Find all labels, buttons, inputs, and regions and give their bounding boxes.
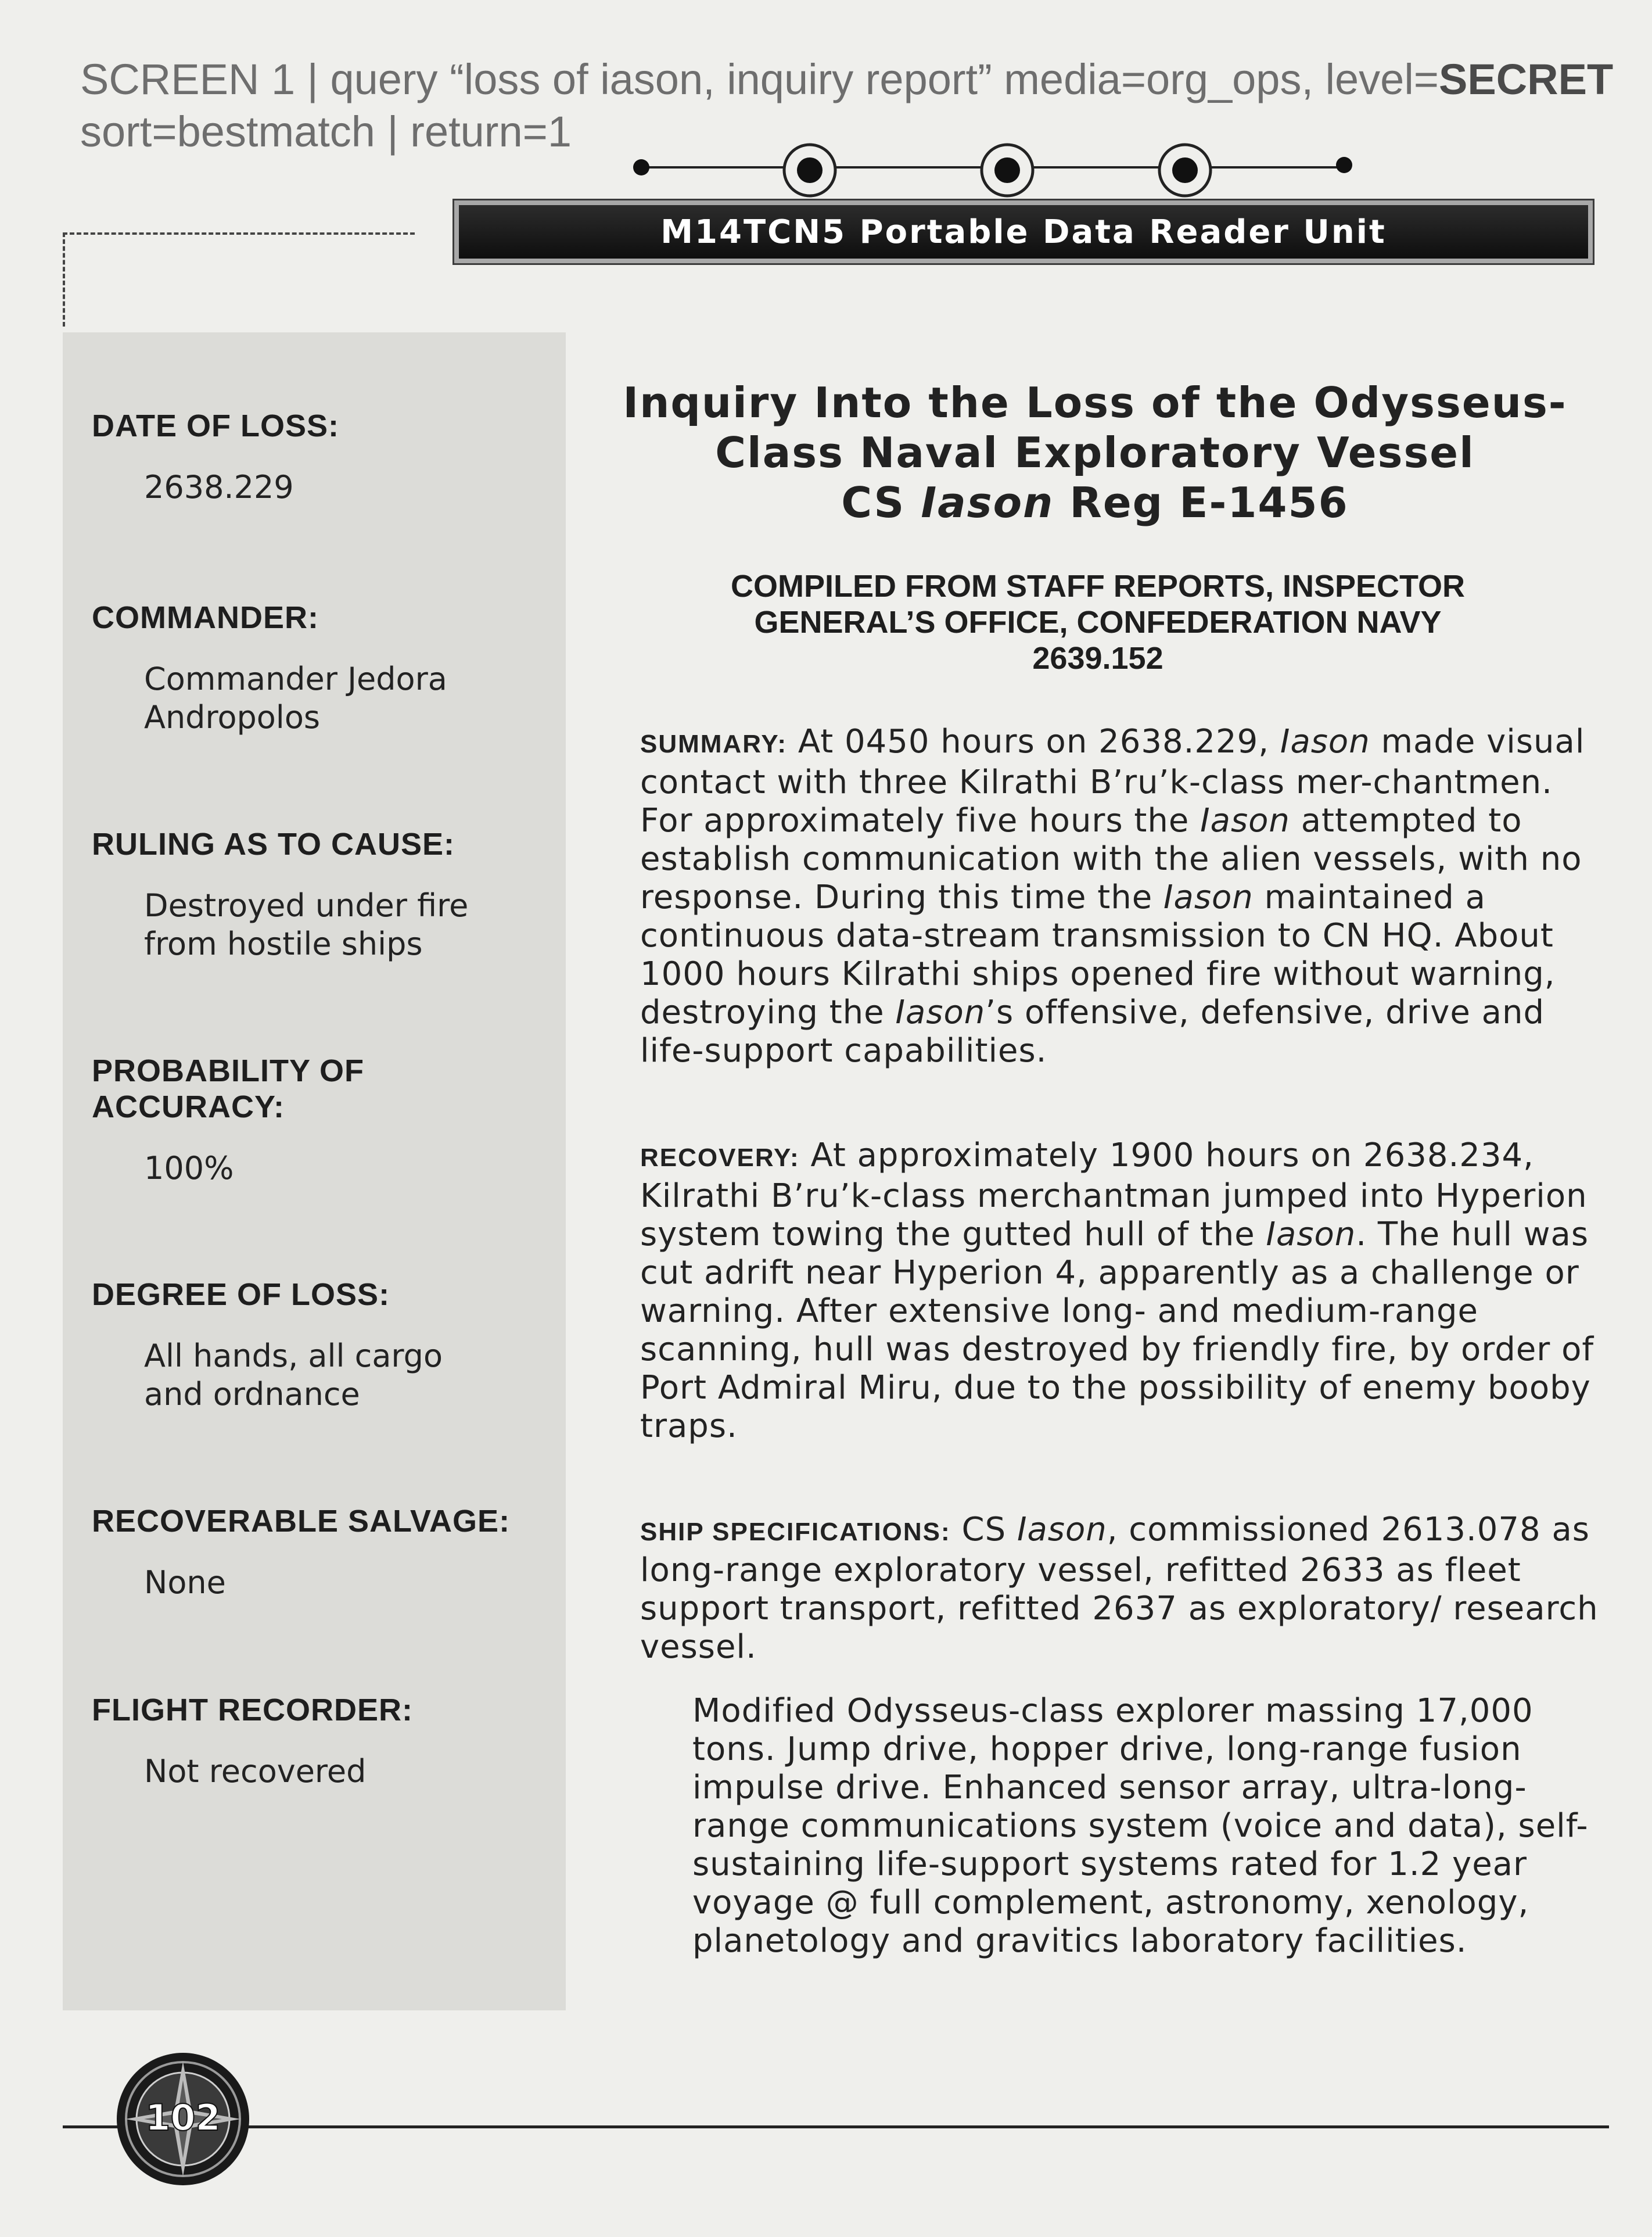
report-source (627, 568, 1568, 676)
ship-name: Iason (1280, 723, 1370, 761)
title-prefix: CS (841, 478, 906, 527)
sidebar-value: Not recovered (144, 1753, 367, 1790)
source-line-1: COMPILED FROM STAFF REPORTS, INSPECTOR (730, 569, 1466, 604)
summary-text: maintained a continuous data-stream transmission to CN HQ. About 1000 hours Kilrathi ships opened fire without warning, destroying the (640, 879, 1556, 1031)
node-ring-icon (784, 145, 835, 196)
specifications-section (640, 1511, 1604, 1666)
query-line-2: sort=bestmatch | return=1 (80, 107, 572, 156)
specifications-heading: SHIP SPECIFICATIONS: (640, 1518, 951, 1546)
sidebar-value: Destroyed under fire from hostile ships (144, 887, 469, 962)
node-endpoint-icon (1336, 157, 1352, 173)
ship-name: Iason (1200, 802, 1290, 840)
summary-heading: SUMMARY: (640, 730, 788, 758)
sidebar-value: None (144, 1564, 226, 1601)
title-line-1: Inquiry Into the Loss of the Odysseus- (623, 378, 1567, 427)
page-number: 102 (145, 2096, 221, 2139)
node-line-decoration (633, 138, 1353, 208)
dashed-frame-top (63, 232, 415, 235)
summary-text: made visual contact with three Kilrathi B’ru’k-class mer-chantmen. For approximately five hours the (640, 723, 1585, 840)
ship-name: Iason (895, 994, 986, 1031)
recovery-section (640, 1137, 1604, 1446)
dashed-frame-left (63, 232, 65, 327)
sidebar-label: COMMANDER: (92, 600, 319, 635)
summary-text: ’s offensive, defensive, drive and life-support capabilities. (640, 994, 1545, 1070)
sidebar-item-flight-recorder (92, 1692, 556, 1791)
title-line-3 (581, 478, 1609, 528)
sidebar-label: DATE OF LOSS: (92, 408, 339, 443)
sidebar-label: PROBABILITY OF ACCURACY: (92, 1053, 365, 1124)
node-ring-icon (982, 145, 1033, 196)
sidebar-value: 2638.229 (144, 469, 294, 506)
specifications-text: , commissioned 2613.078 as long-range exploratory vessel, refitted 2633 as fleet support transport, refitted 2637 as exploratory/ research vessel. (640, 1511, 1599, 1666)
ship-name: Iason (1163, 879, 1254, 916)
summary-text: At 0450 hours on 2638.229, (798, 723, 1270, 761)
recovery-text: . The hull was cut adrift near Hyperion 4, apparently as a challenge or warning. After extensive long- and medium-range scanning, hull was destroyed by friendly fire, by order of Port Admiral Miru, due to the possibility of enemy booby traps. (640, 1216, 1594, 1445)
sidebar-item-salvage (92, 1503, 556, 1602)
summary-text: attempted to establish communication with the alien vessels, with no response. During this time the (640, 802, 1582, 916)
query-text: SCREEN 1 | query “loss of iason, inquiry report” media=org_ops, level= (80, 55, 1439, 103)
data-reader-titlebar: M14TCN5 Portable Data Reader Unit (454, 200, 1593, 263)
footer-rule (63, 2125, 1609, 2128)
recovery-heading: RECOVERY: (640, 1143, 800, 1172)
title-line-2: Class Naval Exploratory Vessel (715, 428, 1475, 477)
query-line-1 (80, 53, 1613, 106)
source-date: 2639.152 (1032, 641, 1163, 676)
source-line-2: GENERAL’S OFFICE, CONFEDERATION NAVY (754, 605, 1442, 640)
report-title (581, 378, 1609, 528)
security-level: SECRET (1439, 55, 1614, 103)
page-number-emblem (114, 2050, 252, 2188)
sidebar-label: FLIGHT RECORDER: (92, 1693, 413, 1727)
node-endpoint-icon (633, 159, 649, 175)
sidebar-item-commander (92, 600, 556, 737)
sidebar-value: Commander Jedora Andropolos (144, 661, 447, 736)
sidebar-item-ruling (92, 826, 556, 963)
ship-name: Iason (1266, 1216, 1356, 1253)
node-ring-icon (1159, 145, 1211, 196)
title-registration: Reg E-1456 (1069, 478, 1349, 527)
specifications-text: CS (961, 1511, 1007, 1548)
sidebar-label: RECOVERABLE SALVAGE: (92, 1504, 511, 1539)
sidebar-label: RULING AS TO CAUSE: (92, 827, 455, 862)
specifications-detail: Modified Odysseus-class explorer massing 17,000 tons. Jump drive, hopper drive, long-range fusion impulse drive. Enhanced sensor array, ultra-long-range communications system (voice and data), self-sustaining life-support systems rated for 1.2 year voyage @ full complement, astronomy, xenology, planetology and gravitics laboratory facilities. (692, 1692, 1589, 1960)
sidebar-item-date-of-loss (92, 408, 556, 507)
sidebar-value: 100% (144, 1150, 234, 1186)
summary-section (640, 723, 1604, 1070)
recovery-text: At approximately 1900 hours on 2638.234, Kilrathi B’ru’k-class merchantman jumped into Hyperion system towing the gutted hull of the (640, 1137, 1588, 1253)
sidebar-label: DEGREE OF LOSS: (92, 1277, 390, 1312)
sidebar-item-probability (92, 1053, 556, 1188)
ship-name: Iason (1017, 1511, 1107, 1548)
title-ship-name: Iason (921, 478, 1054, 527)
sidebar-value: All hands, all cargo and ordnance (144, 1338, 443, 1413)
sidebar-item-degree-of-loss (92, 1277, 556, 1414)
loss-summary-sidebar (63, 332, 566, 2010)
